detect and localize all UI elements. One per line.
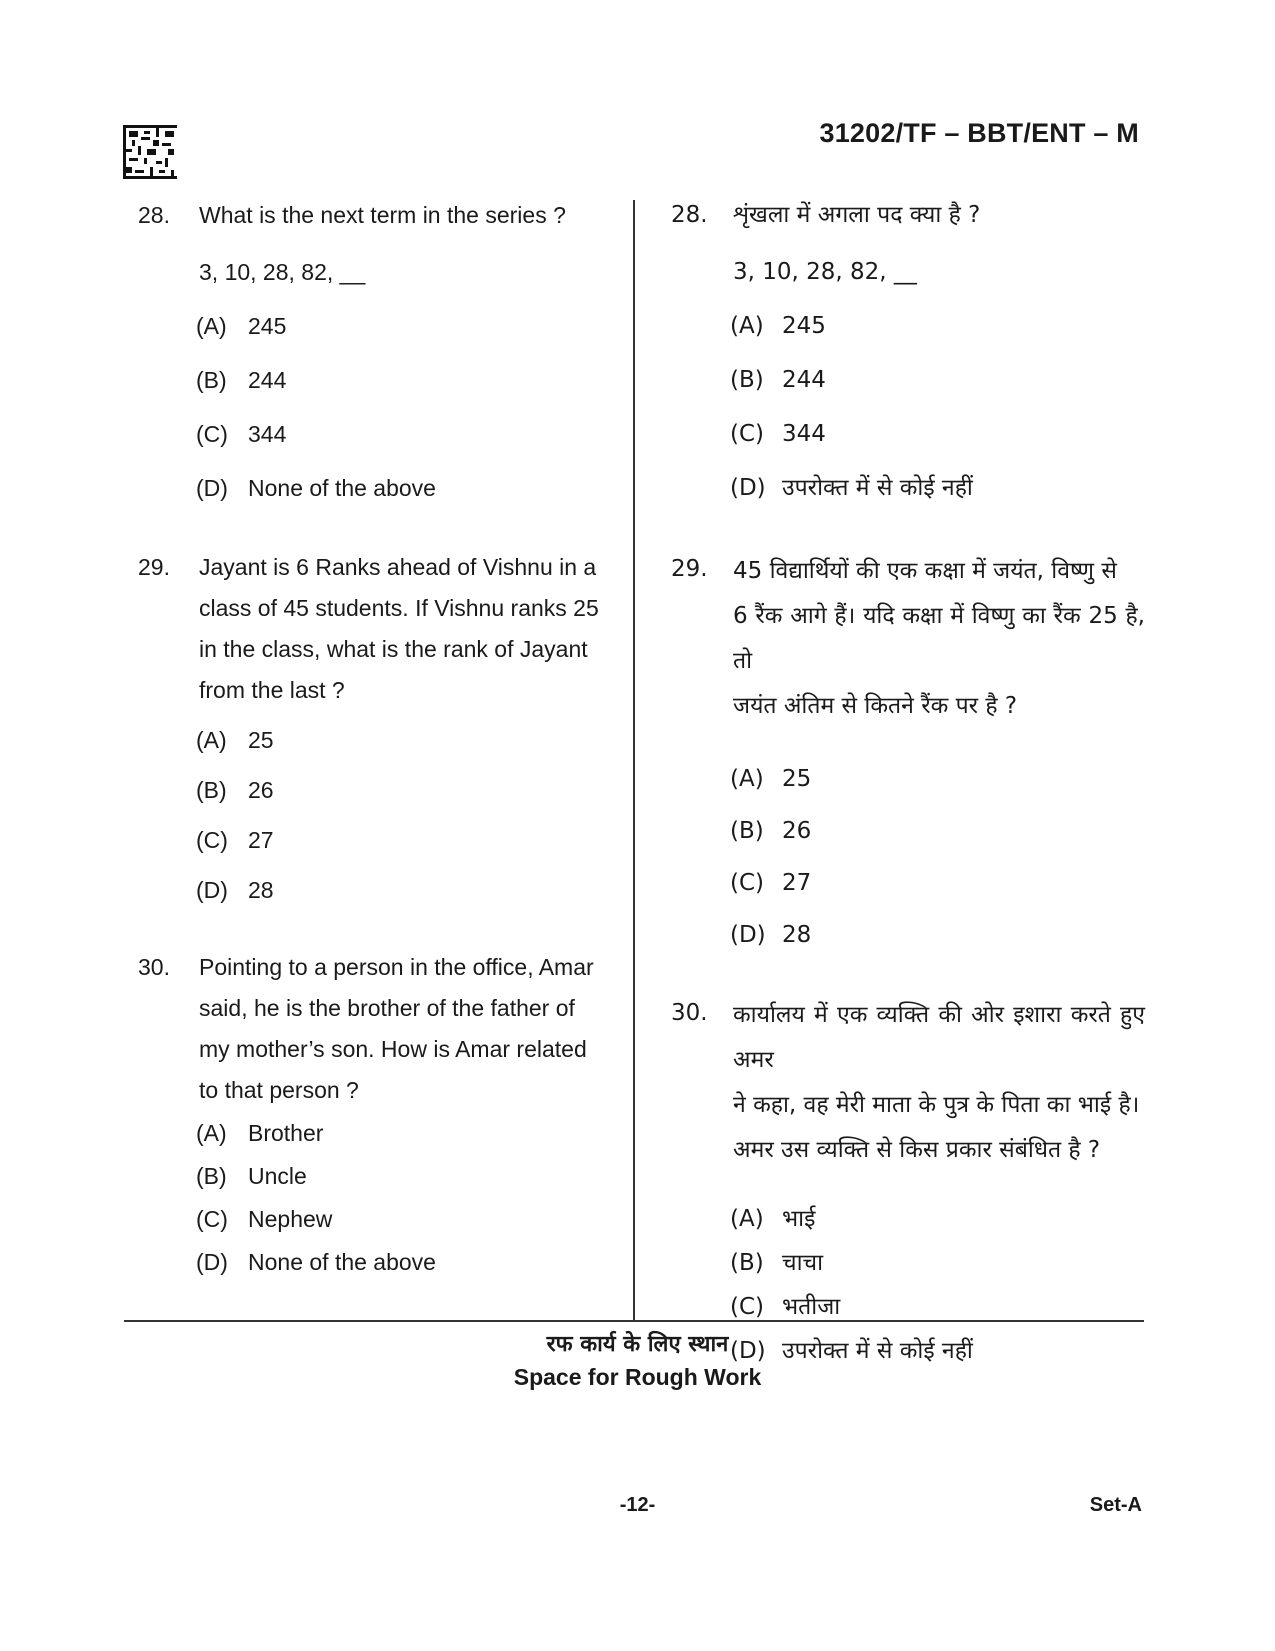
question-number: 30.	[671, 1000, 708, 1026]
question-number: 28.	[138, 202, 170, 228]
question-number: 30.	[138, 954, 170, 980]
question-text: कार्यालय में एक व्यक्ति की ओर इशारा करते हुए अमर ने कहा, वह मेरी माता के पुत्र के पिता का भाई है। अमर उस व्यक्ति से किस प्रकार संबंधित है ?	[733, 1002, 1145, 1163]
paper-code: 31202/TF – BBT/ENT – M	[819, 118, 1139, 148]
question-text: Jayant is 6 Ranks ahead of Vishnu in a class of 45 students. If Vishnu ranks 25 in the class, what is the rank of Jayant from the last ?	[199, 554, 599, 703]
option-c: (C) Nephew	[196, 1206, 333, 1232]
option-d: (D) 28	[196, 877, 274, 903]
option-a: (A) भाई	[730, 1206, 816, 1232]
question-29-en	[138, 547, 618, 911]
rough-work-heading-hindi: रफ कार्य के लिए स्थान	[546, 1332, 729, 1357]
option-b: (B) चाचा	[730, 1250, 824, 1276]
question-28-en	[138, 195, 618, 509]
question-28-hi	[671, 195, 1145, 509]
option-c: (C) 344	[196, 421, 287, 447]
option-b: (B) 26	[196, 777, 274, 803]
option-c: (C) 27	[196, 827, 274, 853]
question-text: What is the next term in the series ?	[199, 202, 566, 228]
option-b: (B) Uncle	[196, 1163, 307, 1189]
series: 3, 10, 28, 82, __	[733, 259, 917, 285]
qr-code	[123, 125, 177, 179]
question-number: 29.	[671, 556, 708, 582]
question-30-en	[138, 947, 618, 1283]
option-b: (B) 244	[730, 367, 826, 393]
question-30-hi	[671, 993, 1145, 1372]
column-divider	[633, 200, 635, 1320]
question-text: Pointing to a person in the office, Amar said, he is the brother of the father of my mother’s son. How is Amar related to that person ?	[199, 954, 594, 1103]
option-a: (A) Brother	[196, 1120, 324, 1146]
option-a: (A) 245	[196, 313, 287, 339]
option-b: (B) 26	[730, 818, 812, 844]
option-a: (A) 25	[730, 766, 812, 792]
option-d: (D) None of the above	[196, 475, 436, 501]
english-column	[138, 195, 618, 1283]
option-d: (D) 28	[730, 922, 812, 948]
question-number: 28.	[671, 202, 708, 228]
rough-work-heading: Space for Rough Work	[513, 1364, 762, 1390]
rough-work-divider	[124, 1320, 1144, 1322]
option-c: (C) 344	[730, 421, 826, 447]
question-29-hi	[671, 549, 1145, 956]
question-text: 45 विद्यार्थियों की एक कक्षा में जयंत, विष्णु से 6 रैंक आगे हैं। यदि कक्षा में विष्णु का रैंक 25 है, तो जयंत अंतिम से कितने रैंक पर है ?	[733, 558, 1145, 719]
option-a: (A) 25	[196, 727, 274, 753]
page-number: -12-	[619, 1494, 656, 1516]
option-a: (A) 245	[730, 313, 826, 339]
option-b: (B) 244	[196, 367, 287, 393]
option-d: (D) None of the above	[196, 1249, 436, 1275]
question-number: 29.	[138, 554, 170, 580]
question-text: शृंखला में अगला पद क्या है ?	[733, 202, 981, 228]
option-d: (D) उपरोक्त में से कोई नहीं	[730, 1338, 973, 1364]
option-d: (D) उपरोक्त में से कोई नहीं	[730, 475, 973, 501]
option-c: (C) 27	[730, 870, 812, 896]
series: 3, 10, 28, 82, __	[199, 259, 366, 285]
set-label: Set-A	[1089, 1494, 1142, 1516]
hindi-column	[671, 195, 1145, 1372]
option-c: (C) भतीजा	[730, 1294, 841, 1320]
